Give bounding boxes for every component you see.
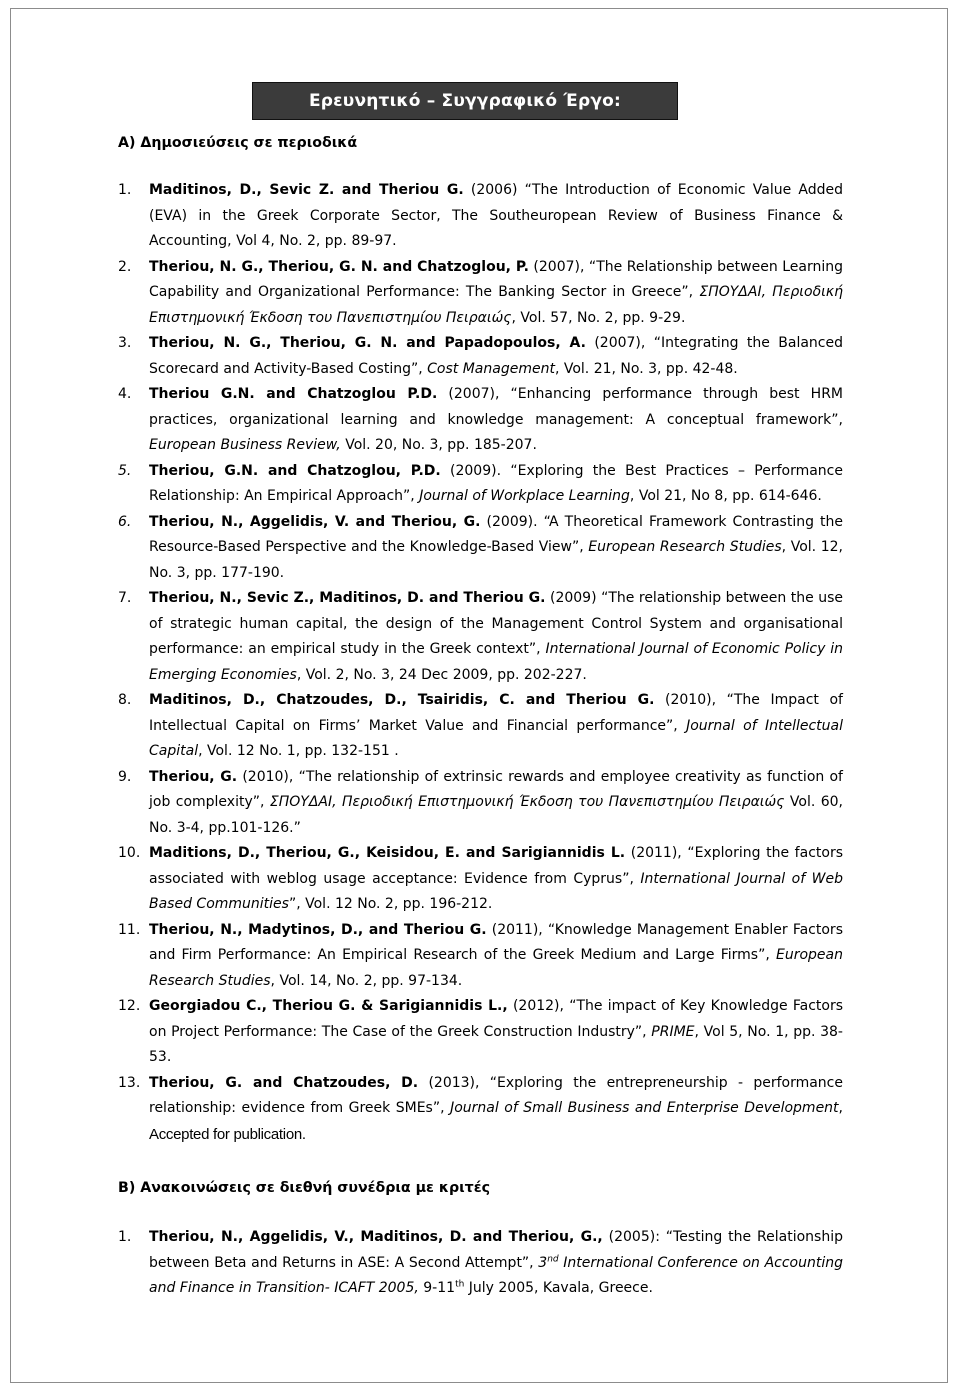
journal-name: Cost Management [427,360,555,377]
list-item: 13. Theriou, G. and Chatzoudes, D. (2013), “Exploring the entrepreneurship - performance relationship: evidence from Greek SMEs”, Journal of Small Business and Enterprise Development, Accepted for publication. [118,1074,843,1143]
authors: Maditions, D., Theriou, G., Keisidou, E. and Sarigiannidis L. [149,845,626,861]
authors: Theriou, N., Madytinos, D., and Theriou G. [149,921,487,938]
list-item: 7. Theriou, N., Sevic Z., Maditinos, D. and Theriou G. (2009) “The relationship between the use of strategic human capital, the design of the Management Control System and organisational performance: an empirical study in the Greek context”, International Journal of Economic Policy in Emerging Economies, Vol. 2, No. 3, 24 Dec 2009, pp. 202-227. [118,590,844,683]
section-b-title: Β) Ανακοινώσεις σε διεθνή συνέδρια με κριτές [118,1180,491,1196]
journal-name: PRIME [651,1023,695,1040]
journal-name: ΣΠΟΥΔΑΙ, Περιοδική Επιστημονική Έκδοση του Πανεπιστημίου Πειραιώς [269,794,785,810]
section-header [252,82,678,120]
section-header-title: Ερευνητικό – Συγγραφικό Έργο: [308,91,622,111]
authors: Maditinos, D., Chatzoudes, D., Tsairidis, C. and Theriou G. [149,692,655,708]
authors: Theriou, N., Sevic Z., Maditinos, D. and Theriou G. [149,590,546,606]
section-a-title: Α) Δημοσιεύσεις σε περιοδικά [118,135,358,151]
list-item: 11. Theriou, N., Madytinos, D., and Theriou G. (2011), “Knowledge Management Enabler Factors and Firm Performance: An Empirical Research of the Greek Medium and Large Firms”, European Research Studies, Vol. 14, No. 2, pp. 97-134. [118,921,843,989]
authors: Theriou, N. G., Theriou, G. N. and Chatzoglou, P. [149,258,529,275]
list-item: 9. Theriou, G. (2010), “The relationship of extrinsic rewards and employee creativity as function of job complexity”, ΣΠΟΥΔΑΙ, Περιοδική Επιστημονική Έκδοση του Πανεπιστημίου Πειραιώς Vol. 60, No. 3-4, pp.101-126.” [118,768,843,836]
journal-name: Journal of Workplace Learning [419,488,630,504]
journal-name: International Journal of Economic Policy in Emerging Economies [149,641,844,683]
authors: Theriou G.N. and Chatzoglou P.D. [149,386,438,402]
authors: Theriou, N., Aggelidis, V., Maditinos, D. and Theriou, G., [149,1229,603,1245]
list-item: 2. Theriou, N. G., Theriou, G. N. and Chatzoglou, P. (2007), “The Relationship between Learning Capability and Organizational Performance: The Banking Sector in Greece”, ΣΠΟΥΔΑΙ, Περιοδική Επιστημονική Έκδοση του Πανεπιστημίου Πειραιώς, Vol. 57, No. 2, pp. 9-29. [118,258,844,326]
journal-name: Journal of Intellectual Capital [149,717,843,759]
journal-publications-list [118,178,843,1148]
authors: Maditinos, D., Sevic Z. and Theriou G. [149,182,464,198]
authors: Georgiadou C., Theriou G. & Sarigiannidis L., [149,998,508,1014]
list-item: 6. Theriou, N., Aggelidis, V. and Theriou, G. (2009). “A Theoretical Framework Contrasting the Resource-Based Perspective and the Knowledge-Based View”, European Research Studies, Vol. 12, No. 3, pp. 177-190. [118,513,844,581]
authors: Theriou, N. G., Theriou, G. N. and Papadopoulos, A. [149,335,586,351]
journal-name: European Business Review, [149,437,341,453]
journal-name: European Research Studies [588,539,782,555]
list-item: 3. Theriou, N. G., Theriou, G. N. and Papadopoulos, A. (2007), “Integrating the Balanced Scorecard and Activity-Based Costing”, Cost Management, Vol. 21, No. 3, pp. 42-48. [118,335,843,377]
journal-name: International Journal of Web Based Communities [149,870,843,912]
authors: Theriou, G.N. and Chatzoglou, P.D. [149,462,441,479]
list-item: 4. Theriou G.N. and Chatzoglou P.D. (2007), “Enhancing performance through best HRM practices, organizational learning and knowledge management: A conceptual framework”, European Business Review, Vol. 20, No. 3, pp. 185-207. [118,386,843,453]
journal-name: European Research Studies [149,947,843,989]
authors: Theriou, G. [149,768,238,785]
journal-name: ΣΠΟΥΔΑΙ, Περιοδική Επιστημονική Έκδοση του Πανεπιστημίου Πειραιώς [149,284,844,326]
list-item: 5. Theriou, G.N. and Chatzoglou, P.D. (2009). “Exploring the Best Practices – Performance Relationship: An Empirical Approach”, Journal of Workplace Learning, Vol 21, No 8, pp. 614-646. [118,462,843,504]
journal-name: Journal of Small Business and Enterprise Development [450,1100,839,1116]
authors: Theriou, G. and Chatzoudes, D. [149,1074,419,1091]
list-item: 10. Maditions, D., Theriou, G., Keisidou, E. and Sarigiannidis L. (2011), “Exploring the factors associated with weblog usage acceptance: Evidence from Cyprus”, International Journal of Web Based Communities”, Vol. 12 No. 2, pp. 196-212. [118,845,843,912]
conference-papers-list [118,1225,843,1302]
list-item: 1. Maditinos, D., Sevic Z. and Theriou G. (2006) “The Introduction of Economic Value Added (EVA) in the Greek Corporate Sector, The Southeuropean Review of Business Finance & Accounting, Vol 4, No. 2, pp. 89-97. [118,182,843,249]
list-item: 1. Theriou, N., Aggelidis, V., Maditinos, D. and Theriou, G., (2005): “Testing the Relationship between Beta and Returns in ASE: A Second Attempt”, 3nd International Conference on Accounting and Finance in Transition- ICAFT 2005, 9-11th July 2005, Kavala, Greece. [118,1229,843,1296]
acceptance-note: Accepted for publication. [149,1125,306,1143]
list-item: 8. Maditinos, D., Chatzoudes, D., Tsairidis, C. and Theriou G. (2010), “The Impact of Intellectual Capital on Firms’ Market Value and Financial performance”, Journal of Intellectual Capital, Vol. 12 No. 1, pp. 132-151 . [118,692,843,759]
conference-name: 3nd International Conference on Accounting and Finance in Transition- ICAFT 2005, [149,1253,843,1296]
authors: Theriou, N., Aggelidis, V. and Theriou, G. [149,513,481,530]
list-item: 12. Georgiadou C., Theriou G. & Sarigiannidis L., (2012), “The impact of Key Knowledge Factors on Project Performance: The Case of the Greek Construction Industry”, PRIME, Vol 5, No. 1, pp. 38-53. [118,998,843,1065]
